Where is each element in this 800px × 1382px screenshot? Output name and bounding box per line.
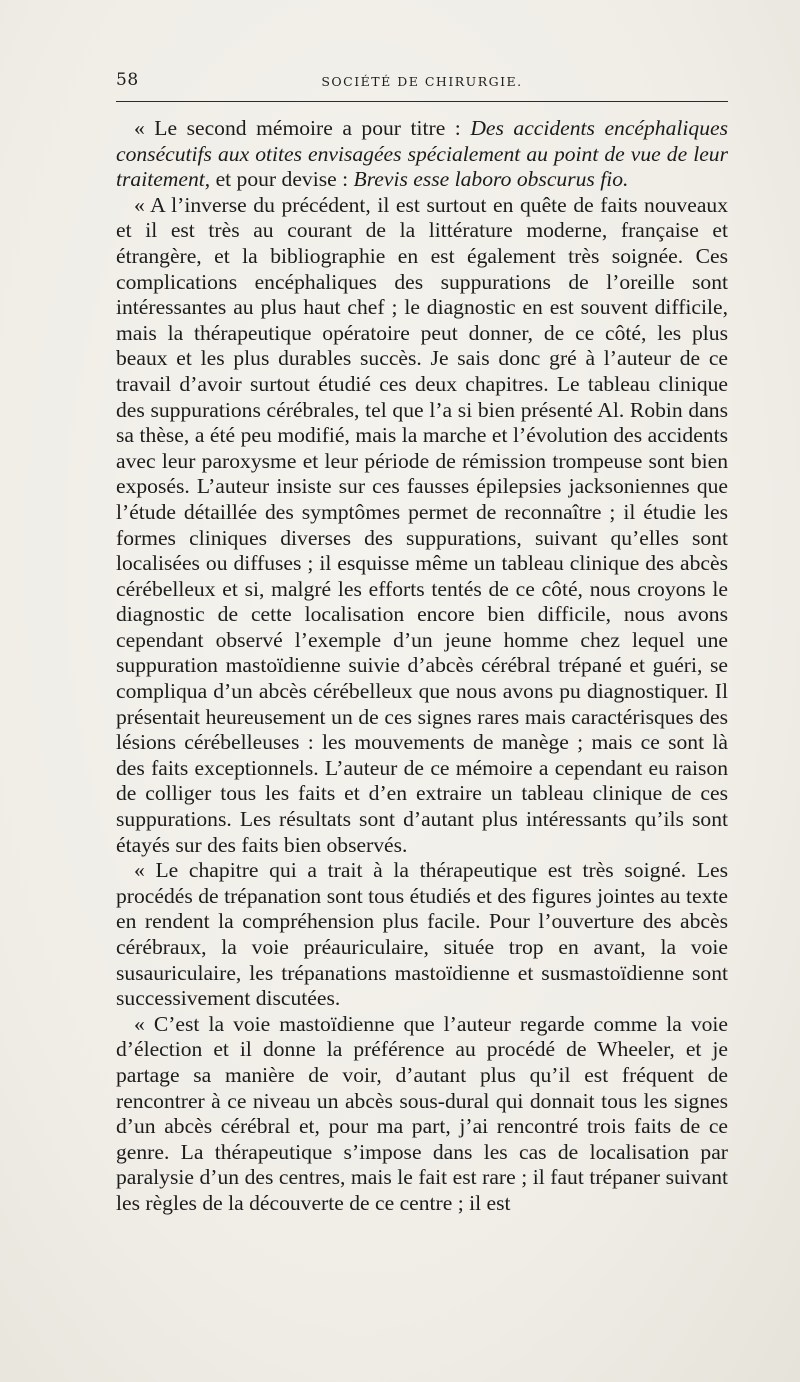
paragraph: « Le chapitre qui a trait à la thérapeutique est très soigné. Les procédés de trépanation sont tous étudiés et des figures jointes au texte en rendent la compréhension plus facile. Pour l’ouverture des abcès cérébraux, la voie préauriculaire, située trop en avant, la voie susauriculaire, les trépanations mastoïdienne et susmastoïdienne sont successivement discutées. bbox=[116, 858, 728, 1011]
main-text bbox=[116, 116, 728, 1217]
paragraph: « A l’inverse du précédent, il est surtout en quête de faits nouveaux et il est très au courant de la littérature moderne, française et étrangère, et la bibliographie en est également très soignée. Ces complications encéphaliques des suppurations de l’oreille sont intéressantes au plus haut chef ; le diagnostic en est souvent difficile, mais la thérapeutique opératoire peut donner, de ce côté, les plus beaux et les plus durables succès. Je sais donc gré à l’auteur de ce travail d’avoir surtout étudié ces deux chapitres. Le tableau clinique des suppurations cérébrales, tel que l’a si bien présenté Al. Robin dans sa thèse, a été peu modifié, mais la marche et l’évolution des accidents avec leur paroxysme et leur période de rémission trompeuse sont bien exposés. L’auteur insiste sur ces fausses épilepsies jacksoniennes que l’étude détaillée des symptômes permet de reconnaître ; il étudie les formes cliniques diverses des suppurations, suivant qu’elles sont localisées ou diffuses ; il esquisse même un tableau clinique des abcès cérébelleux et si, malgré les efforts tentés de ce côté, nous croyons le diagnostic de cette localisation encore bien difficile, nous avons cependant observé l’exemple d’un jeune homme chez lequel une suppuration mastoïdienne suivie d’abcès cérébral trépané et guéri, se compliqua d’un abcès cérébelleux que nous avons pu diagnostiquer. Il présentait heureusement un de ces signes rares mais caractérisques des lésions cérébelleuses : les mouvements de manège ; mais ce sont là des faits exceptionnels. L’auteur de ce mémoire a cependant eu raison de colliger tous les faits et d’en extraire un tableau clinique de ces suppurations. Les résultats sont d’autant plus intéressants qu’ils sont étayés sur des faits bien observés. bbox=[116, 192, 728, 857]
memoir-motto: Brevis esse laboro obscurus fio. bbox=[353, 167, 629, 192]
running-title: SOCIÉTÉ DE CHIRURGIE. bbox=[321, 74, 523, 89]
page-header bbox=[116, 68, 728, 104]
paragraph-connector: , et pour devise : bbox=[204, 167, 354, 192]
paragraph-lead: « Le second mémoire a pour titre : bbox=[134, 116, 471, 140]
paragraph: « C’est la voie mastoïdienne que l’auteur regarde comme la voie d’élection et il donne la préférence au procédé de Wheeler, et je partage sa manière de voir, d’autant plus qu’il est fréquent de rencontrer à ce niveau un abcès sous-dural qui donnait tous les signes d’un abcès cérébral et, pour ma part, j’ai rencontré trois faits de ce genre. La thérapeutique s’impose dans les cas de localisation par paralysie d’un des centres, mais le fait est rare ; il faut trépaner suivant les règles de la découverte de ce centre ; il est bbox=[116, 1011, 728, 1215]
header-rule bbox=[116, 101, 728, 102]
memoir-title: Des accidents encéphaliques consécutifs aux otites envisagées spécialement au point de vue de leur traitement bbox=[116, 116, 728, 192]
page-number: 58 bbox=[116, 70, 139, 90]
paragraph-memoir-title bbox=[116, 116, 728, 193]
